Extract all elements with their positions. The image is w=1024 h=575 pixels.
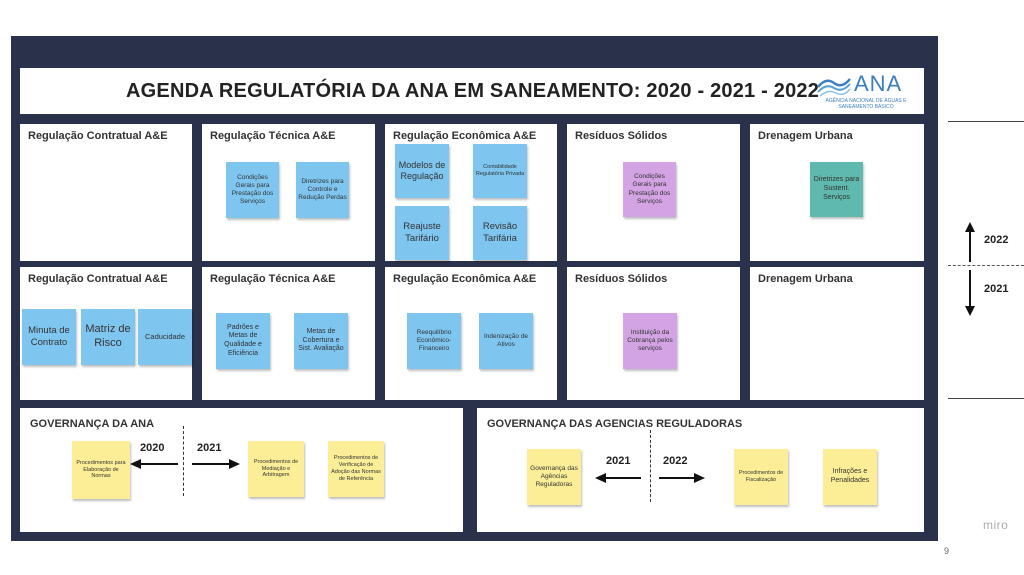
sticky-note[interactable]: Diretrizes para Controle e Redução Perdas	[296, 162, 349, 218]
cell-title: Resíduos Sólidos	[575, 130, 668, 142]
sticky-note[interactable]: Diretrizes para Sustent. Serviços	[810, 162, 863, 217]
sticky-note[interactable]: Procedimentos de Mediação e Arbitragem	[248, 441, 304, 497]
year-label-right: 2022	[663, 455, 688, 467]
cell-title: Regulação Econômica A&E	[393, 273, 537, 285]
sticky-note[interactable]: Condições Gerais para Prestação dos Serviços	[623, 162, 676, 217]
sticky-note[interactable]: Padrões e Metas de Qualidade e Eficiência	[216, 313, 270, 369]
header-bar	[20, 68, 924, 114]
sticky-note[interactable]: Contabilidade Regulatória Privada	[473, 144, 527, 198]
sticky-note[interactable]: Caducidade	[138, 309, 192, 365]
sticky-note[interactable]: Governança das Agências Reguladoras	[527, 449, 581, 505]
arrow-left-icon	[130, 458, 180, 470]
cell-2022-contratual	[20, 124, 192, 261]
sticky-note[interactable]: Revisão Tarifária	[473, 206, 527, 260]
sticky-note[interactable]: Procedimentos de Verificação de Adoção das Normas de Referência	[328, 441, 384, 497]
divider-line	[650, 430, 651, 502]
panel-governanca-ana	[20, 408, 463, 532]
sticky-note[interactable]: Reajuste Tarifário	[395, 206, 449, 260]
side-year-upper: 2022	[984, 234, 1009, 246]
year-label-left: 2020	[140, 442, 165, 454]
cell-2021-drenagem	[750, 267, 924, 400]
page-number: 9	[944, 546, 950, 556]
cell-2022-tecnica	[202, 124, 375, 261]
sticky-note[interactable]: Condições Gerais para Prestação dos Serviços	[226, 162, 279, 218]
side-divider-dashed	[948, 265, 1024, 266]
sticky-note[interactable]: Infrações e Penalidades	[823, 449, 877, 505]
sticky-note[interactable]: Procedimentos para Elaboração de Normas	[72, 441, 130, 499]
miro-watermark: miro	[983, 518, 1009, 532]
panel-title: GOVERNANÇA DA ANA	[30, 418, 155, 430]
cell-2021-tecnica	[202, 267, 375, 400]
wave-logo-icon	[816, 73, 852, 97]
year-label-right: 2021	[197, 442, 222, 454]
cell-2022-economica	[385, 124, 557, 261]
side-year-lower: 2021	[984, 283, 1009, 295]
arrow-up-icon	[964, 222, 976, 262]
cell-2021-economica	[385, 267, 557, 400]
side-rule-top	[948, 121, 1024, 122]
cell-title: Drenagem Urbana	[758, 273, 853, 285]
arrow-right-icon	[657, 472, 705, 484]
sticky-note[interactable]: Instituição da Cobrança pelos serviços	[623, 313, 677, 369]
page-title: AGENDA REGULATÓRIA DA ANA EM SANEAMENTO: 2020 - 2021 - 2022	[126, 80, 820, 102]
panel-title: GOVERNANÇA DAS AGENCIAS REGULADORAS	[487, 418, 743, 430]
cell-title: Drenagem Urbana	[758, 130, 853, 142]
sticky-note[interactable]: Minuta de Contrato	[22, 309, 76, 365]
cell-title: Regulação Econômica A&E	[393, 130, 537, 142]
year-label-left: 2021	[606, 455, 631, 467]
sticky-note[interactable]: Modelos de Regulação	[395, 144, 449, 198]
sticky-note[interactable]: Matriz de Risco	[81, 309, 135, 365]
cell-2022-drenagem	[750, 124, 924, 261]
arrow-down-icon	[964, 270, 976, 316]
logo-subtitle: AGÊNCIA NACIONAL DE ÁGUAS E SANEAMENTO BÁSICO	[825, 98, 907, 110]
sticky-note[interactable]: Procedimentos de Fiscalização	[734, 449, 788, 505]
arrow-left-icon	[595, 472, 643, 484]
panel-governanca-agencias	[477, 408, 924, 532]
cell-title: Regulação Técnica A&E	[210, 130, 336, 142]
side-rule-bottom	[948, 398, 1024, 399]
divider-line	[183, 426, 184, 496]
cell-title: Regulação Técnica A&E	[210, 273, 336, 285]
cell-title: Resíduos Sólidos	[575, 273, 668, 285]
cell-2022-residuos	[567, 124, 740, 261]
arrow-right-icon	[190, 458, 240, 470]
logo-name: ANA	[854, 71, 903, 96]
cell-title: Regulação Contratual A&E	[28, 130, 168, 142]
ana-logo	[816, 71, 916, 111]
sticky-note[interactable]: Reequilíbrio Econômico-Financeiro	[407, 313, 461, 369]
sticky-note[interactable]: Indenização de Ativos	[479, 313, 533, 369]
sticky-note[interactable]: Metas de Cobertura e Sist. Avaliação	[294, 313, 348, 369]
cell-2021-residuos	[567, 267, 740, 400]
cell-title: Regulação Contratual A&E	[28, 273, 168, 285]
cell-2021-contratual	[20, 267, 192, 400]
